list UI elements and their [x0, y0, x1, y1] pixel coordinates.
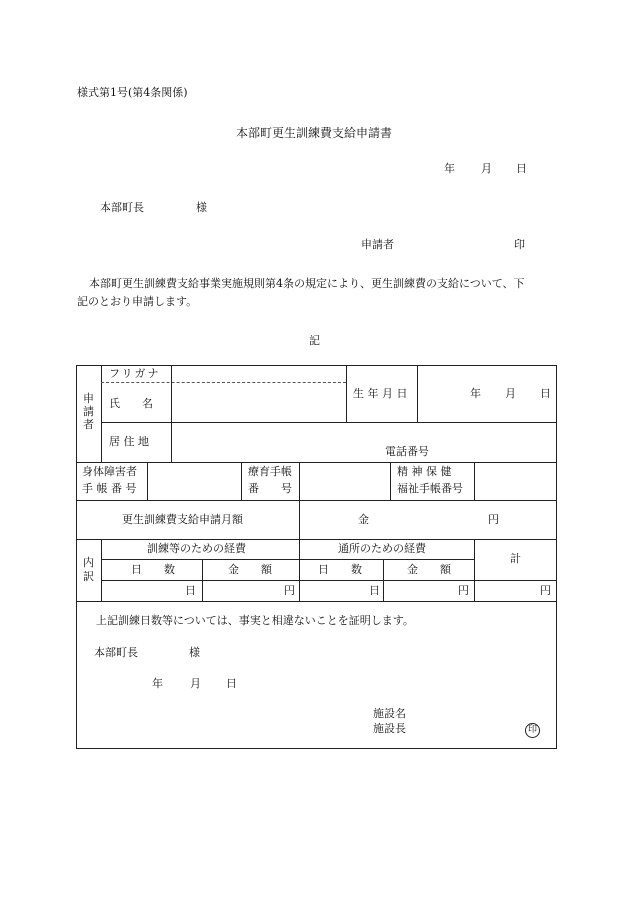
furigana-field[interactable] — [171, 366, 346, 382]
certification-month: 月 — [190, 677, 201, 690]
monthly-amount-kin: 金 — [358, 513, 369, 526]
address-field[interactable] — [171, 423, 556, 461]
physical-disability-label-2: 手 帳 番 号 — [82, 482, 137, 495]
commute-amount-header: 金 額 — [407, 563, 451, 576]
addressee-honorific: 様 — [196, 201, 207, 214]
certification-day: 日 — [226, 677, 237, 690]
phone-label: 電話番号 — [385, 445, 429, 458]
applicant-label: 申請者 — [361, 238, 394, 251]
facility-head-label: 施設長 — [373, 722, 406, 735]
birth-date-label: 生 年 月 日 — [353, 387, 408, 400]
birth-day: 日 — [540, 387, 551, 400]
physical-disability-label-1: 身体障害者 — [82, 465, 137, 478]
ryoiku-label-2: 番 号 — [248, 482, 292, 495]
date-month: 月 — [481, 162, 492, 175]
ki-heading: 記 — [309, 334, 320, 347]
training-amount-header: 金 額 — [228, 563, 272, 576]
certification-year: 年 — [152, 677, 163, 690]
breakdown-char-1: 内 — [83, 556, 94, 569]
certification-honorific: 様 — [189, 646, 200, 659]
monthly-amount-label: 更生訓練費支給申請月額 — [122, 513, 243, 526]
mental-health-label-2: 福祉手帳番号 — [397, 482, 463, 495]
total-unit: 円 — [540, 584, 551, 597]
training-days-unit: 日 — [185, 584, 196, 597]
breakdown-label — [83, 556, 97, 584]
name-field[interactable] — [171, 384, 346, 421]
commute-days-header: 日 数 — [318, 563, 362, 576]
furigana-label: フリガナ — [109, 367, 161, 380]
mental-health-label-1: 精 神 保 健 — [397, 465, 452, 478]
body-text-line-1: 本部町更生訓練費支給事業実施規則第4条の規定により、更生訓練費の支給について、下 — [89, 277, 525, 290]
addressee-name: 本部町長 — [100, 201, 144, 214]
form-title: 本部町更生訓練費支給申請書 — [236, 126, 393, 140]
physical-disability-field[interactable] — [148, 463, 240, 499]
facility-seal-mark: 印 — [525, 723, 540, 738]
facility-name-label: 施設名 — [373, 707, 406, 720]
applicant-group-label — [83, 392, 97, 431]
name-label: 氏 名 — [109, 397, 153, 410]
breakdown-char-2: 訳 — [83, 570, 94, 583]
birth-month: 月 — [505, 387, 516, 400]
commute-days-unit: 日 — [369, 584, 380, 597]
birth-year: 年 — [470, 387, 481, 400]
applicant-char-1: 申 — [83, 392, 94, 405]
commute-expenses-header: 通所のための経費 — [338, 542, 426, 555]
applicant-seal: 印 — [514, 238, 525, 251]
mental-health-field[interactable] — [475, 463, 555, 499]
body-text-line-2: 記のとおり申請します。 — [77, 295, 198, 308]
monthly-amount-yen: 円 — [488, 513, 499, 526]
date-year: 年 — [444, 162, 455, 175]
training-expenses-header: 訓練等のための経費 — [147, 542, 246, 555]
training-days-header: 日 数 — [131, 563, 175, 576]
certification-statement: 上記訓練日数等については、事実と相違ないことを証明します。 — [96, 614, 414, 627]
date-day: 日 — [516, 162, 527, 175]
ryoiku-field[interactable] — [300, 463, 389, 499]
total-header: 計 — [510, 552, 521, 565]
applicant-char-2: 請 — [83, 405, 94, 418]
applicant-char-3: 者 — [83, 418, 94, 431]
form-number: 様式第1号(第4条関係) — [77, 86, 188, 99]
commute-amount-unit: 円 — [458, 584, 469, 597]
ryoiku-label-1: 療育手帳 — [248, 465, 292, 478]
certification-addressee: 本部町長 — [94, 646, 138, 659]
address-label: 居 住 地 — [109, 435, 149, 448]
training-amount-unit: 円 — [284, 584, 295, 597]
